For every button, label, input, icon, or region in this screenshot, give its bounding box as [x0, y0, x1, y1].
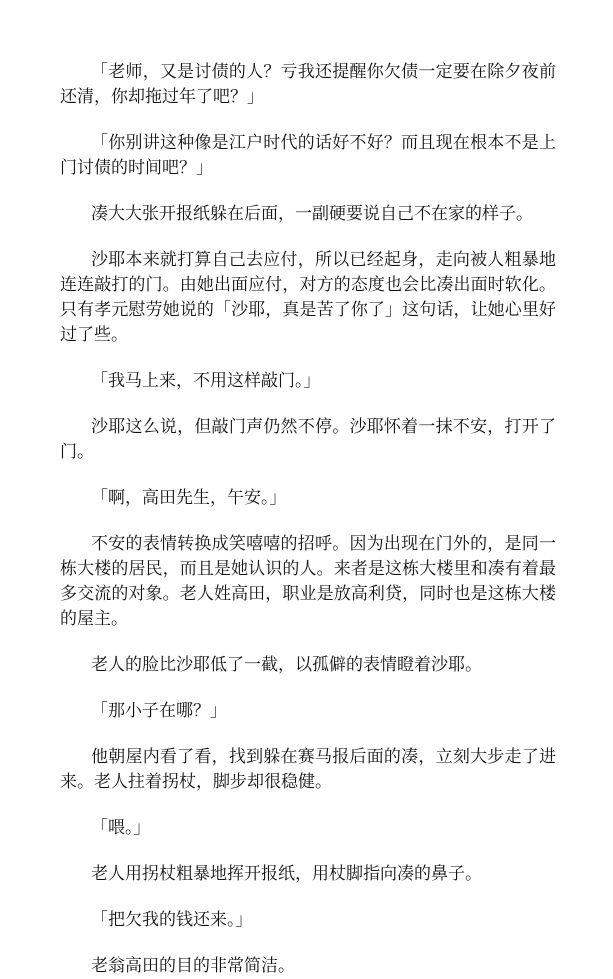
paragraph: 老翁高田的目的非常简洁。 — [91, 956, 295, 976]
paragraph: 老人用拐杖粗暴地挥开报纸，用杖脚指向凑的鼻子。 — [91, 864, 482, 884]
paragraph: 沙耶这么说，但敲门声仍然不停。沙耶怀着一抹不安，打开了门。 — [60, 417, 556, 462]
paragraph: 「我马上来，不用这样敲门。」 — [91, 371, 321, 391]
paragraph: 「你别讲这种像是江户时代的话好不好？而且现在根本不是上门讨债的时间吧？」 — [60, 133, 556, 178]
document-page — [60, 60, 556, 979]
paragraph: 「老师，又是讨债的人？亏我还提醒你欠债一定要在除夕夜前还清，你却拖过年了吧？」 — [60, 62, 556, 107]
paragraph: 「把欠我的钱还来。」 — [91, 910, 253, 930]
paragraph: 凑大大张开报纸躲在后面，一副硬要说自己不在家的样子。 — [91, 204, 533, 224]
paragraph: 他朝屋内看了看，找到躲在赛马报后面的凑，立刻大步走了进来。老人拄着拐杖，脚步却很稳健。 — [60, 747, 556, 792]
paragraph: 沙耶本来就打算自己去应付，所以已经起身，走向被人粗暴地连连敲打的门。由她出面应付，对方的态度也会比凑出面时软化。只有孝元慰劳她说的「沙耶，真是苦了你了」这句话，让她心里好过了些。 — [60, 250, 556, 345]
paragraph: 老人的脸比沙耶低了一截，以孤僻的表情瞪着沙耶。 — [91, 655, 482, 675]
paragraph: 「啊，高田先生，午安。」 — [91, 488, 287, 508]
paragraph: 「喂。」 — [91, 818, 151, 838]
paragraph: 「那小子在哪？」 — [91, 701, 227, 721]
paragraph: 不安的表情转换成笑嘻嘻的招呼。因为出现在门外的，是同一栋大楼的居民，而且是她认识的人。来者是这栋大楼里和凑有着最多交流的对象。老人姓高田，职业是放高利贷，同时也是这栋大楼的屋主。 — [60, 534, 556, 629]
